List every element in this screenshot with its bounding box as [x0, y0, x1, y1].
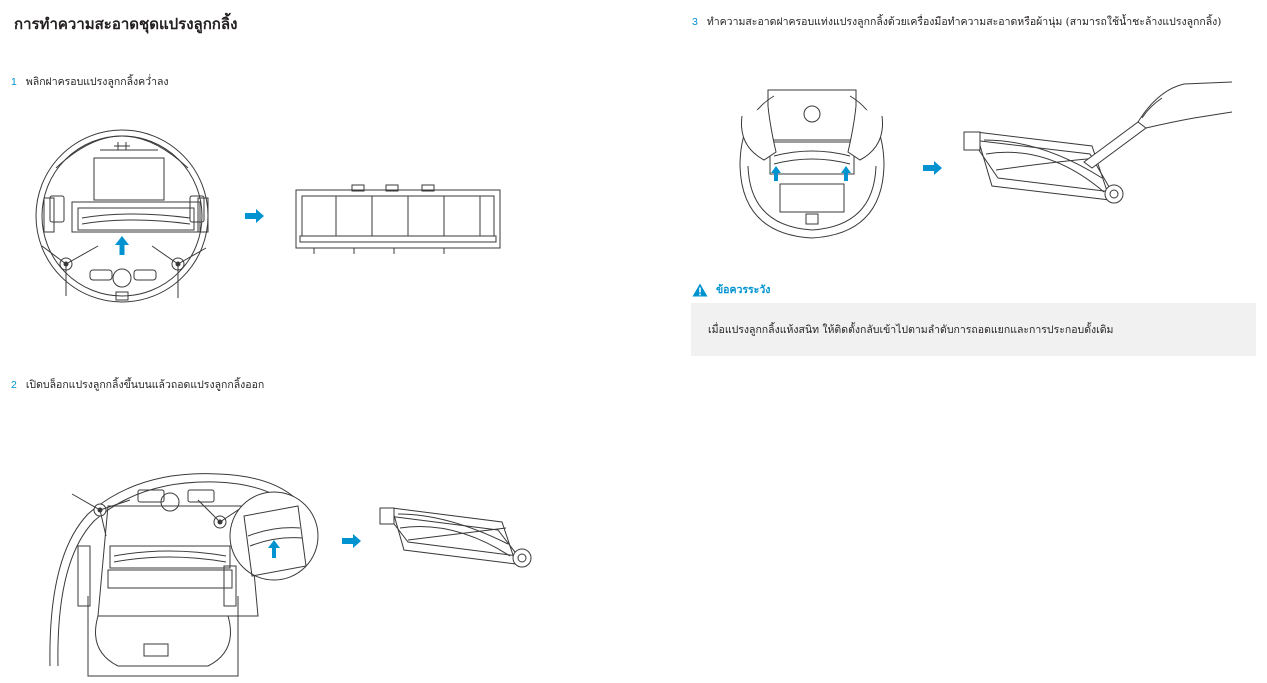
step-1-text: พลิกฝาครอบแปรงลูกกลิ้งคว่ำลง [25, 76, 169, 88]
caution-heading-text: ข้อควรระวัง [716, 284, 771, 296]
step-2-number: 2 [11, 379, 17, 391]
robot-open-illustration [48, 466, 328, 680]
caution-note-text: เมื่อแปรงลูกกลิ้งแห้งสนิท ให้ติดตั้งกลับเข้าไปตามลำดับการถอดแยกและการประกอบดั้งเดิม [708, 324, 1114, 336]
step-2 [11, 376, 264, 393]
right-arrow-icon [245, 209, 265, 223]
step-3-number: 3 [692, 16, 698, 28]
step-2-text: เปิดบล็อกแปรงลูกกลิ้งขึ้นบนแล้วถอดแปรงลูกกลิ้งออก [25, 379, 265, 391]
step-1-number: 1 [11, 76, 17, 88]
roller-brush-illustration [378, 494, 538, 578]
warning-triangle-icon [692, 283, 708, 297]
right-arrow-icon [342, 534, 362, 548]
cleaning-tool-illustration [962, 82, 1234, 208]
caution-note [691, 303, 1256, 356]
right-arrow-icon [923, 161, 943, 175]
robot-bottom-illustration [30, 128, 220, 306]
step-3 [692, 13, 1221, 30]
caution-heading [692, 281, 770, 298]
step-1 [11, 73, 169, 90]
page-title: การทำความสะอาดชุดแปรงลูกกลิ้ง [14, 15, 238, 33]
up-arrow-icon [115, 236, 129, 255]
brush-cover-illustration [294, 184, 502, 256]
step-3-text: ทำความสะอาดฝาครอบแท่งแปรงลูกกลิ้งด้วยเครื่องมือทำความสะอาดหรือผ้านุ่ม (สามารถใช้น้ำชะล้างแปรงลูกกลิ้ง) [706, 16, 1222, 28]
robot-hands-illustration [734, 86, 892, 242]
